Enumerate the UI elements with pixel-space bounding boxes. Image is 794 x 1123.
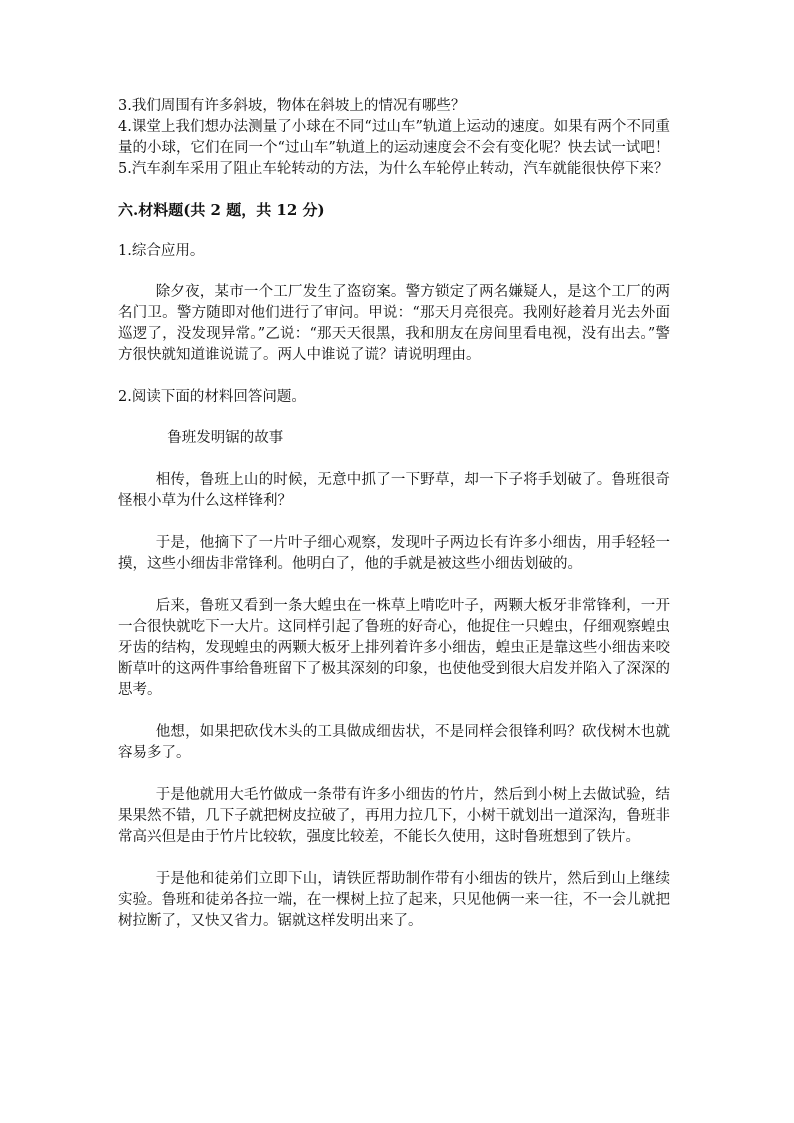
document-page — [118, 96, 670, 953]
story-paragraph: 于是他就用大毛竹做成一条带有许多小细齿的竹片，然后到小树上去做试验，结果果然不错，几下子就把树皮拉破了，再用力拉几下，小树干就划出一道深沟，鲁班非常高兴但是由于竹片比较软，强度比较差，不能长久使用，这时鲁班想到了铁片。 — [118, 787, 670, 845]
question-list — [118, 96, 670, 180]
section-title: 六.材料题(共 2 题，共 12 分) — [118, 201, 325, 219]
story-paragraph: 于是他和徒弟们立即下山，请铁匠帮助制作带有小细齿的铁片，然后到山上继续实验。鲁班和徒弟各拉一端，在一棵树上拉了起来，只见他俩一来一往，不一会儿就把树拉断了，又快又省力。锯就这样发明出来了。 — [118, 871, 670, 929]
material-question-2-label: 2.阅读下面的材料回答问题。 — [118, 389, 306, 405]
question-3: 3.我们周围有许多斜坡，物体在斜坡上的情况有哪些？ — [118, 98, 466, 114]
story-title: 鲁班发明锯的故事 — [167, 430, 284, 446]
story-paragraph: 后来，鲁班又看到一条大蝗虫在一株草上啃吃叶子，两颗大板牙非常锋利，一开一合很快就吃下一大片。这同样引起了鲁班的好奇心，他捉住一只蝗虫，仔细观察蝗虫牙齿的结构，发现蝗虫的两颗大板牙上排列着许多小细齿，蝗虫正是靠这些小细齿来咬断草叶的这两件事给鲁班留下了极其深刻的印象，也使他受到很大启发并陷入了深深的思考。 — [118, 598, 670, 698]
material-question-1-label: 1.综合应用。 — [118, 243, 205, 259]
question-5: 5.汽车刹车采用了阻止车轮转动的方法，为什么车轮停止转动，汽车就能很快停下来？ — [118, 161, 669, 177]
question-4: 4.课堂上我们想办法测量了小球在不同“过山车”轨道上运动的速度。如果有两个不同重量的小球，它们在同一个“过山车”轨道上的运动速度会不会有变化呢？快去试一试吧！ — [118, 119, 670, 156]
story-paragraph: 相传，鲁班上山的时候，无意中抓了一下野草，却一下子将手划破了。鲁班很奇怪根小草为什么这样锋利？ — [118, 472, 670, 509]
material-question-1-text: 除夕夜，某市一个工厂发生了盗窃案。警方锁定了两名嫌疑人，是这个工厂的两名门卫。警方随即对他们进行了审问。甲说：“那天月亮很亮。我刚好趁着月光去外面巡逻了，没发现异常。”乙说：“那天天很黑，我和朋友在房间里看电视，没有出去。”警方很快就知道谁说谎了。两人中谁说了谎？请说明理由。 — [118, 284, 670, 363]
story-paragraph: 于是，他摘下了一片叶子细心观察，发现叶子两边长有许多小细齿，用手轻轻一摸，这些小细齿非常锋利。他明白了，他的手就是被这些小细齿划破的。 — [118, 535, 670, 572]
story-paragraph: 他想，如果把砍伐木头的工具做成细齿状，不是同样会很锋利吗？砍伐树木也就容易多了。 — [118, 724, 670, 761]
